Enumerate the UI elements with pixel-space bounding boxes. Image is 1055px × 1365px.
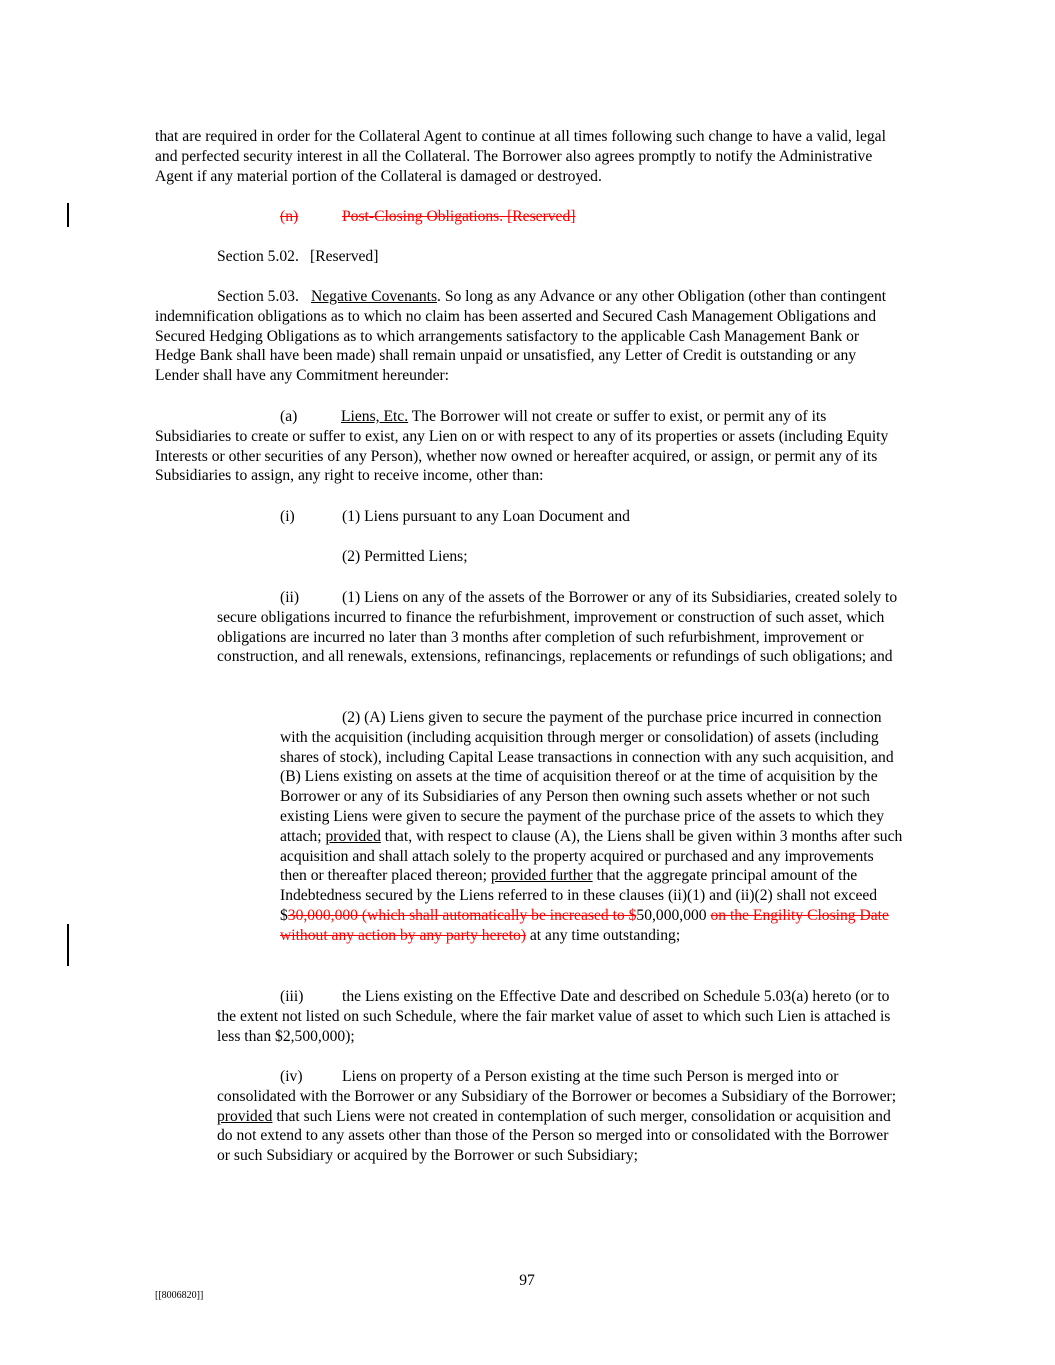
document-id: [[8006820]] (155, 1290, 204, 1301)
page-number: 97 (519, 1272, 535, 1289)
section-5-03-title: Negative Covenants (311, 288, 438, 305)
clause-ii-text-1: (1) Liens on any of the assets of the Borrower or any of its Subsidiaries, created solely to secure obligations incurred to finance the refurbishment, improvement or construction of such asset, which obligations are incurred no later than 3 months after completion of such refurbishment, improvement or construction, and all renewals, extensions, refinancings, replacements or refundings of such obligations; and (217, 589, 898, 666)
change-bar (67, 924, 69, 966)
clause-iv (217, 1067, 900, 1166)
clause-iii-label: (iii) (280, 988, 304, 1005)
deleted-closing-text: on the Engility Closing Date without any action by any party hereto) (280, 906, 889, 944)
section-5-02-label: Section 5.02. (217, 248, 299, 265)
clause-iv-label: (iv) (280, 1068, 303, 1085)
amount-text: 50,000,000 (636, 906, 711, 924)
change-bar (67, 203, 69, 227)
clause-ii-label: (ii) (280, 589, 300, 606)
clause-i-text-1: (1) Liens pursuant to any Loan Document and (342, 508, 630, 525)
clause-ii-2-text-d: at any time outstanding; (525, 926, 681, 944)
clause-iv-text-2: that such Liens were not created in contemplation of such merger, consolidation or acquisition and do not extend to any assets other than those of the Person so merged into or consolidated with the Borrower or such Subsidiary or acquired by the Borrower or such Subsidiary; (217, 1107, 891, 1165)
clause-ii-2-text-a: (2) (A) Liens given to secure the payment of the purchase price incurred in connection with the acquisition (including acquisition through merger or consolidation) of assets (including shares of stock), including Capital Lease transactions in connection with any such acquisition, and (B) Liens existing on assets at the time of acquisition thereof or at the time of acquisition by the Borrower or any of its Subsidiaries of any Person then owning such assets whether or not such existing Liens were given to secure the payment of the purchase price of the assets to which they attach; (280, 709, 894, 845)
intro-paragraph: that are required in order for the Collateral Agent to continue at all times following such change to have a valid, legal and perfected security interest in all the Collateral. The Borrower also agrees promptly to notify the Administrative Agent if any material portion of the Collateral is damaged or destroyed. (155, 128, 886, 185)
section-n-rest: . [Reserved] (499, 208, 576, 225)
clause-ii-2-text-c: that the aggregate principal amount of the Indebtedness secured by the Liens referred to in these clauses (ii)(1) and (ii)(2) shall not exceed $ (280, 867, 878, 924)
clause-i-1 (280, 507, 880, 527)
section-n-title: Post-Closing Obligations (342, 208, 500, 225)
section-n (280, 207, 880, 227)
clause-ii-1 (217, 588, 900, 667)
provided-further-term: provided further (490, 867, 593, 885)
provided-term: provided (217, 1107, 273, 1125)
deleted-amount-text: 30,000,000 (which shall automatically be increased to $ (287, 906, 637, 924)
clause-a (155, 407, 900, 486)
clause-a-title: Liens, Etc. (341, 408, 409, 425)
section-5-03-body: . So long as any Advance or any other Obligation (other than contingent indemnification obligations as to which no claim has been asserted and Secured Cash Management Obligations and Secured Hedging Obligations as to which arrangements satisfactory to the applicable Cash Management Bank or Hedge Bank shall have been made) shall remain unpaid or unsatisfied, any Letter of Credit is outstanding or any Lender shall have any Commitment hereunder: (155, 288, 887, 385)
section-n-label: (n) (280, 208, 299, 225)
clause-iii (217, 987, 900, 1046)
clause-iii-text: the Liens existing on the Effective Date and described on Schedule 5.03(a) hereto (or to the extent not listed on such Schedule, where the fair market value of asset to which such Lien is attached is less than $2,500,000); (217, 988, 891, 1045)
clause-a-body: The Borrower will not create or suffer to exist, or permit any of its Subsidiaries to create or suffer to exist, any Lien on or with respect to any of its properties or assets (including Equity Interests or other securities of any Person), whether now owned or hereafter acquired, or assign, or permit any of its Subsidiaries to assign, any right to receive income, other than: (155, 408, 889, 485)
section-5-02-title: [Reserved] (310, 248, 379, 265)
section-5-02 (217, 247, 817, 267)
clause-iv-text-1: Liens on property of a Person existing at the time such Person is merged into or consolidated with the Borrower or any Subsidiary of the Borrower or becomes a Subsidiary of the Borrower; (217, 1068, 897, 1105)
provided-term: provided (325, 827, 381, 845)
clause-ii-2 (280, 708, 904, 946)
clause-i-label: (i) (280, 508, 295, 525)
clause-a-label: (a) (280, 408, 298, 425)
clause-ii-2-text-b: that, with respect to clause (A), the Liens shall be given within 3 months after such acquisition and shall attach solely to the property acquired or purchased and any improvements then or thereafter placed thereon; (280, 827, 903, 885)
section-5-03 (155, 287, 900, 386)
section-5-03-label: Section 5.03. (217, 288, 299, 305)
clause-i-2: (2) Permitted Liens; (342, 548, 468, 565)
